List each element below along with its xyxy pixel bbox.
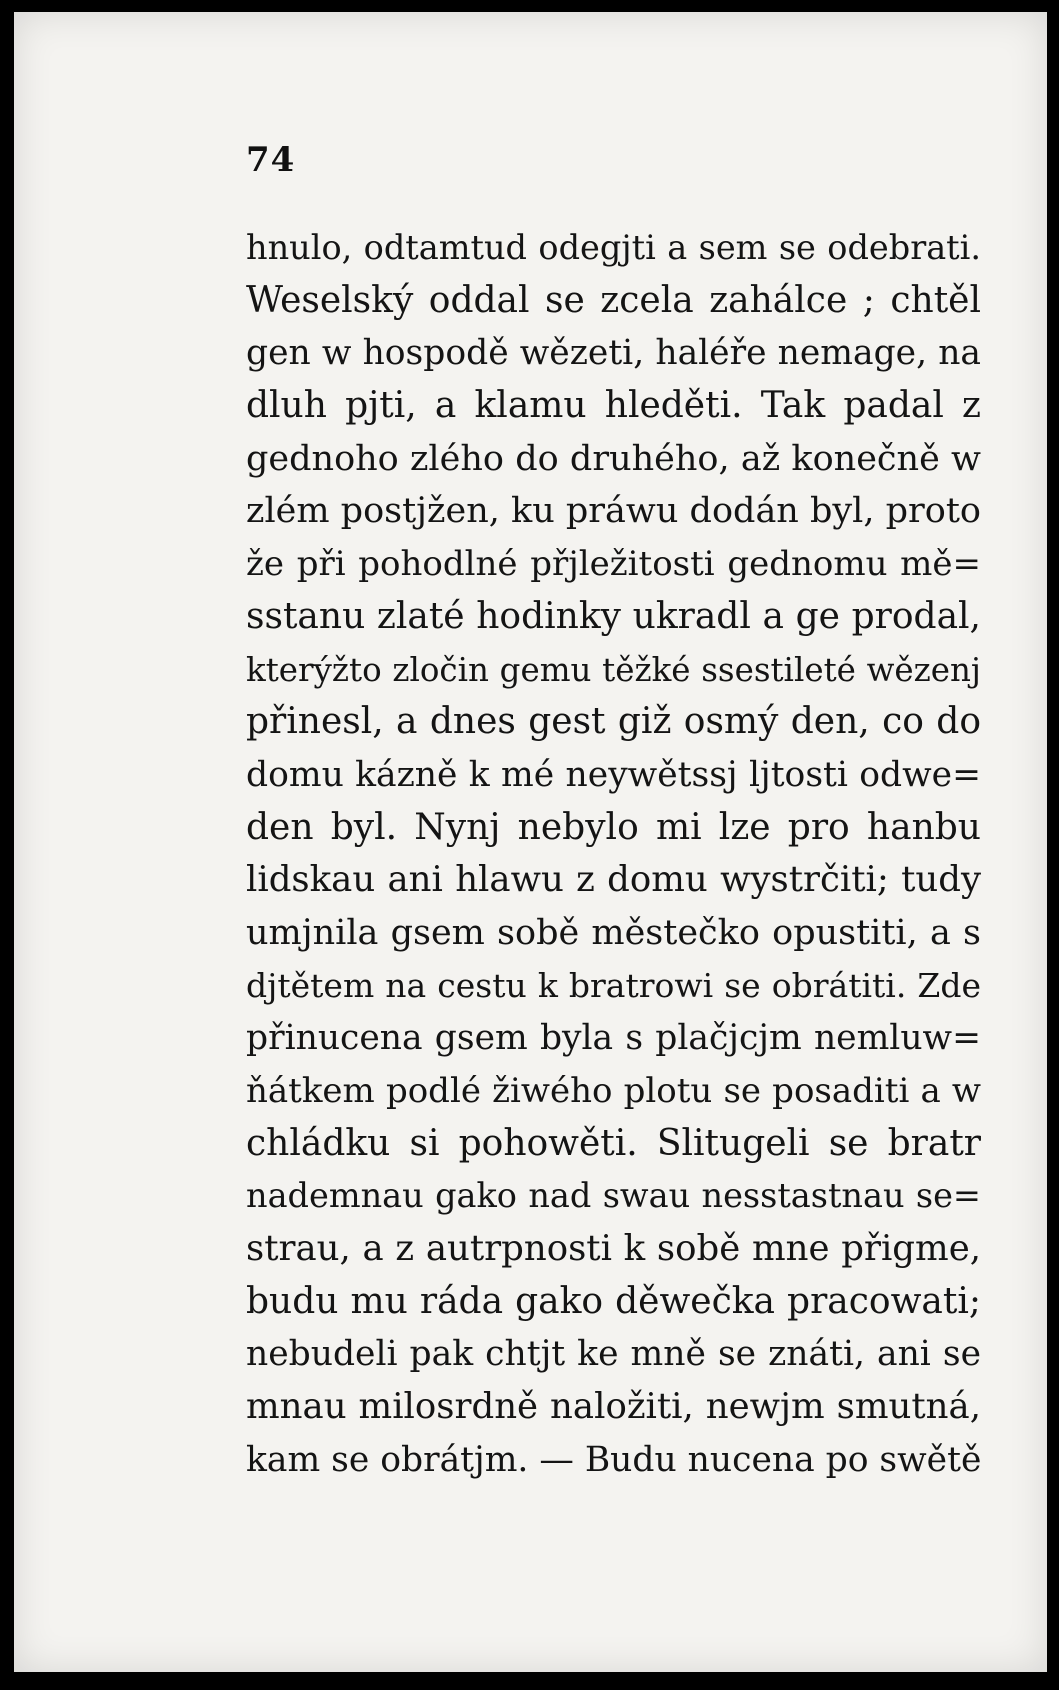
text-line: Weselský oddal se zcela zahálce ; chtěl	[246, 279, 981, 321]
text-line: den byl. Nynj nebylo mi lze pro hanbu	[246, 806, 981, 848]
text-line: přinucena gsem byla s plačjcjm nemluw=	[246, 1018, 981, 1059]
text-line: přinesl, a dnes gest giž osmý den, co do	[246, 701, 981, 743]
text-line: sstanu zlaté hodinky ukradl a ge prodal,	[246, 595, 981, 637]
text-line: ňátkem podlé žiwého plotu se posaditi a w	[246, 1071, 981, 1111]
text-line: zlém postjžen, ku práwu dodán byl, proto	[246, 491, 981, 532]
text-line: umjnila gsem sobě městečko opustiti, a s	[246, 912, 981, 953]
text-line: budu mu ráda gako děwečka pracowati;	[246, 1280, 981, 1322]
text-line: gen w hospodě wězeti, haléře nemage, na	[246, 333, 981, 374]
text-line: gednoho zlého do druhého, až konečně w	[246, 438, 981, 479]
text-line: mnau milosrdně naložiti, newjm smutná,	[246, 1386, 981, 1428]
text-line: dluh pjti, a klamu hleděti. Tak padal z	[246, 385, 981, 427]
text-line: kam se obrátjm. — Budu nucena po swětě	[246, 1439, 981, 1480]
text-line: že při pohodlné přjležitosti gednomu mě=	[246, 544, 981, 585]
text-line: strau, a z autrpnosti k sobě mne přigme,	[246, 1228, 981, 1270]
text-line: kterýžto zločin gemu těžké ssestileté wězenj	[246, 650, 981, 689]
text-line: hnulo, odtamtud odegjti a sem se odebrati.	[246, 228, 981, 267]
text-line: domu kázně k mé neywětssj ljtosti odwe=	[246, 754, 981, 795]
text-line: lidskau ani hlawu z domu wystrčiti; tudy	[246, 859, 981, 901]
text-line: chládku si pohowěti. Slitugeli se bratr	[246, 1122, 981, 1164]
page-number: 74	[246, 140, 296, 180]
body-text	[246, 222, 981, 1487]
text-line: djtětem na cestu k bratrowi se obrátiti. Zde	[246, 965, 981, 1005]
text-line: nademnau gako nad swau nesstastnau se=	[246, 1176, 981, 1216]
text-line: nebudeli pak chtjt ke mně se znáti, ani se	[246, 1334, 981, 1375]
book-page	[14, 12, 1047, 1672]
